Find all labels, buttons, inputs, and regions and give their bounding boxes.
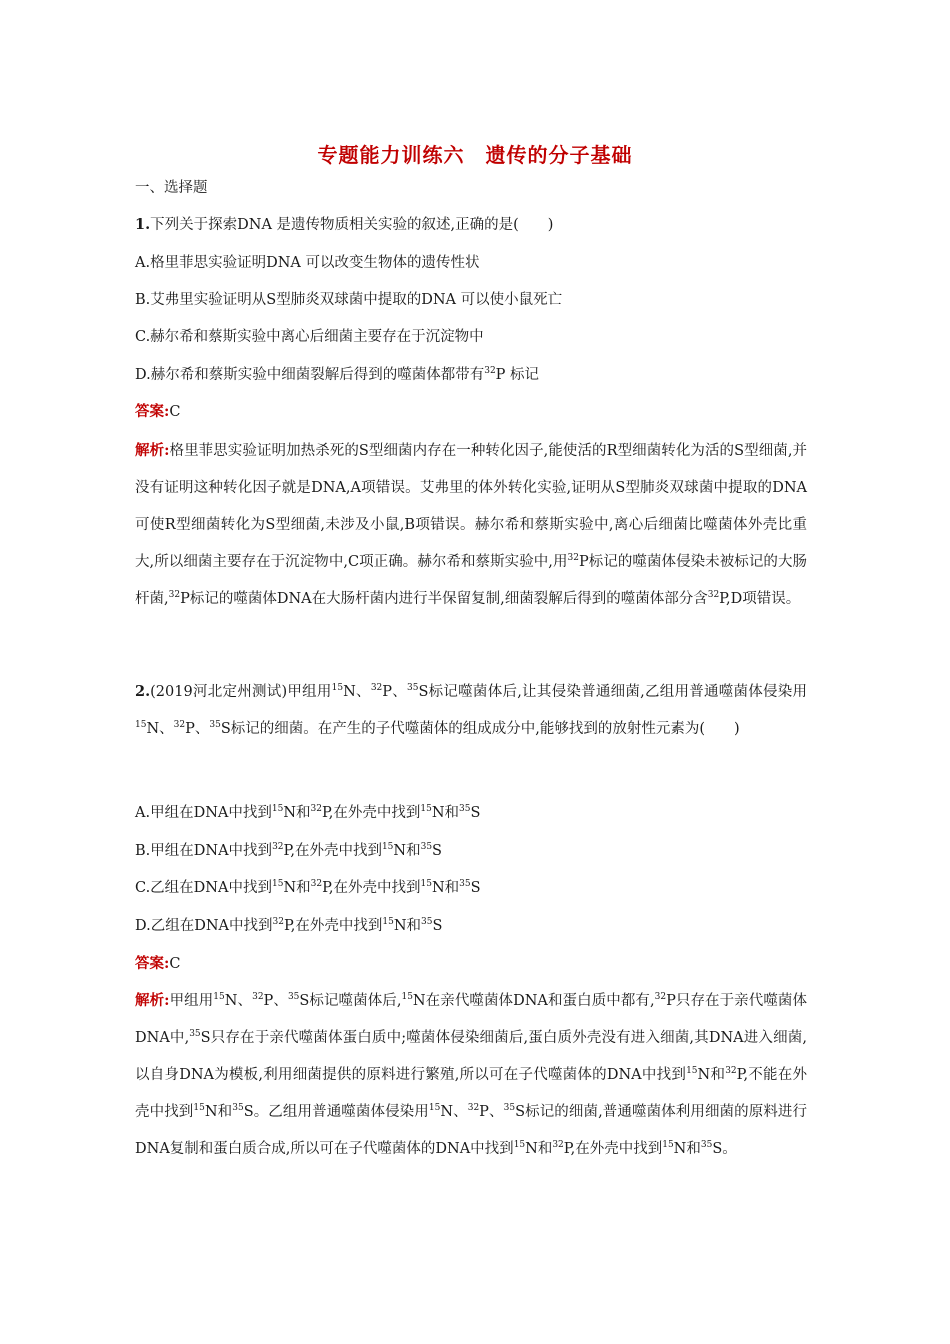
question-2-option-d: D.乙组在DNA中找到$^{32}$P,在外壳中找到$^{15}$N和$^{35}$S	[135, 917, 443, 934]
section-heading: 一、选择题	[135, 180, 208, 196]
question-1-answer	[135, 402, 180, 422]
question-2-option-c: C.乙组在DNA中找到$^{15}$N和$^{32}$P,在外壳中找到$^{15}$N和$^{35}$S	[135, 879, 481, 896]
question-2-answer	[135, 954, 180, 974]
question-2-number: 2.	[135, 683, 151, 700]
answer-value: C	[169, 404, 181, 420]
question-1-stem	[135, 215, 553, 235]
question-2-option-a: A.甲组在DNA中找到$^{15}$N和$^{32}$P,在外壳中找到$^{15}$N和$^{35}$S	[135, 804, 481, 821]
question-2-analysis: 解析:甲组用$^{15}$N、$^{32}$P、$^{35}$S标记噬菌体后,$^{15}$N在亲代噬菌体DNA和蛋白质中都有,$^{32}$P只存在于亲代噬菌体DNA中,$^{35}$S只存在于亲代噬菌体蛋白质中;噬菌体侵染细菌后,蛋白质外壳没有进入细菌,其DNA进入细菌,以自身DNA为模板,利用细菌提供的原料进行繁殖,所以可在子代噬菌体的DNA中找到$^{15}$N和$^{32}$P,不能在外壳中找到$^{15}$N和$^{35}$S。乙组用普通噬菌体侵染用$^{15}$N、$^{32}$P、$^{35}$S标记的细菌,普通噬菌体利用细菌的原料进行DNA复制和蛋白质合成,所以可在子代噬菌体的DNA中找到$^{15}$N和$^{32}$P,在外壳中找到$^{15}$N和$^{35}$S。	[135, 992, 808, 1157]
question-1-option-a: A.格里菲思实验证明DNA 可以改变生物体的遗传性状	[135, 255, 480, 271]
answer-label: 答案:	[135, 403, 170, 420]
page-title: 专题能力训练六 遗传的分子基础	[317, 143, 633, 167]
question-1-analysis: 解析:格里菲思实验证明加热杀死的S型细菌内存在一种转化因子,能使活的R型细菌转化为活的S型细菌,并没有证明这种转化因子就是DNA,A项错误。艾弗里的体外转化实验,证明从S型肺炎双球菌中提取的DNA可使R型细菌转化为S型细菌,未涉及小鼠,B项错误。赫尔希和蔡斯实验中,离心后细菌比噬菌体外壳比重大,所以细菌主要存在于沉淀物中,C项正确。赫尔希和蔡斯实验中,用$^{32}$P标记的噬菌体侵染未被标记的大肠杆菌,$^{32}$P标记的噬菌体DNA在大肠杆菌内进行半保留复制,细菌裂解后得到的噬菌体部分含$^{32}$P,D项错误。	[135, 442, 807, 607]
analysis-label: 解析:	[135, 992, 170, 1009]
analysis-label: 解析:	[135, 442, 170, 459]
question-2-stem: 2.(2019河北定州测试)甲组用$^{15}$N、$^{32}$P、$^{35}$S标记噬菌体后,让其侵染普通细菌,乙组用普通噬菌体侵染用$^{15}$N、$^{32}$P、$^{35}$S标记的细菌。在产生的子代噬菌体的组成成分中,能够找到的放射性元素为( )	[135, 683, 807, 737]
question-1-option-b: B.艾弗里实验证明从S型肺炎双球菌中提取的DNA 可以使小鼠死亡	[135, 292, 563, 308]
answer-label: 答案:	[135, 955, 170, 972]
question-1-option-d: D.赫尔希和蔡斯实验中细菌裂解后得到的噬菌体都带有$^{32}$P 标记	[135, 366, 540, 383]
question-1-number: 1.	[135, 216, 151, 233]
question-1-text: 下列关于探索DNA 是遗传物质相关实验的叙述,正确的是( )	[150, 217, 554, 233]
answer-value: C	[169, 956, 181, 972]
question-2-option-b: B.甲组在DNA中找到$^{32}$P,在外壳中找到$^{15}$N和$^{35}$S	[135, 842, 442, 859]
question-1-option-c: C.赫尔希和蔡斯实验中离心后细菌主要存在于沉淀物中	[135, 329, 484, 345]
